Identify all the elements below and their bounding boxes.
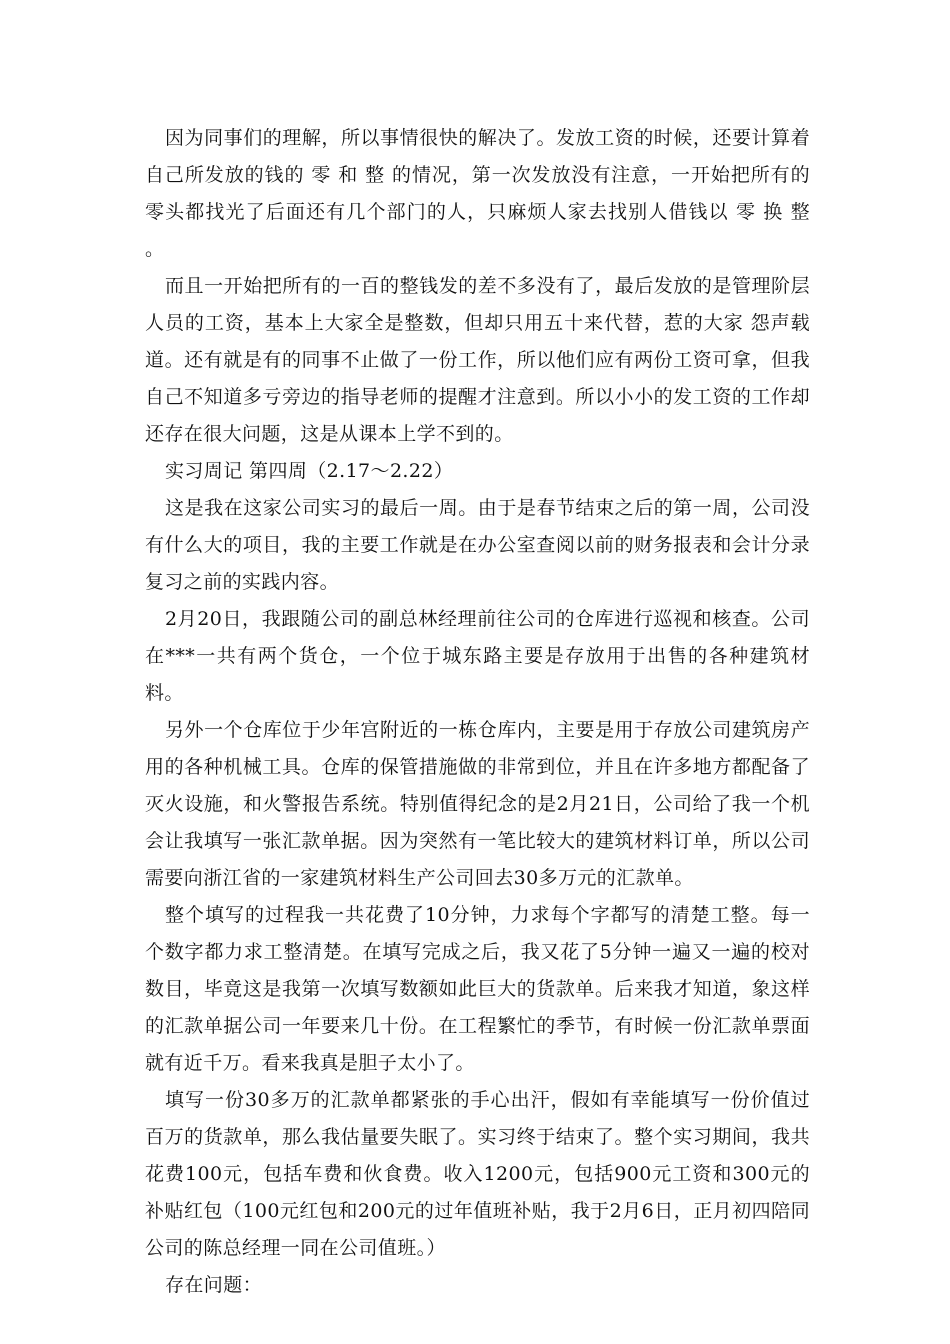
paragraph: 另外一个仓库位于少年宫附近的一栋仓库内，主要是用于存放公司建筑房产用的各种机械工具。仓库的保管措施做的非常到位，并且在许多地方都配备了灭火设施，和火警报告系统。特别值得纪念的是2月21日，公司给了我一个机会让我填写一张汇款单据。因为突然有一笔比较大的建筑材料订单，所以公司需要向浙江省的一家建筑材料生产公司回去30多万元的汇款单。 — [145, 719, 810, 889]
paragraph: 而且一开始把所有的一百的整钱发的差不多没有了，最后发放的是管理阶层人员的工资，基本上大家全是整数，但却只用五十来代替，惹的大家 怨声载道。还有就是有的同事不止做了一份工作，所以他们应有两份工资可拿，但我自己不知道多亏旁边的指导老师的提醒才注意到。所以小小的发工资的工作却还存在很大问题，这是从课本上学不到的。 — [145, 275, 810, 445]
paragraph: 整个填写的过程我一共花费了10分钟，力求每个字都写的清楚工整。每一个数字都力求工整清楚。在填写完成之后，我又花了5分钟一遍又一遍的校对数目，毕竟这是我第一次填写数额如此巨大的货款单。后来我才知道，象这样的汇款单据公司一年要来几十份。在工程繁忙的季节，有时候一份汇款单票面就有近千万。看来我真是胆子太小了。 — [145, 904, 810, 1074]
paragraph: 这是我在这家公司实习的最后一周。由于是春节结束之后的第一周，公司没有什么大的项目，我的主要工作就是在办公室查阅以前的财务报表和会计分录复习之前的实践内容。 — [145, 497, 810, 593]
paragraph: 2月20日，我跟随公司的副总林经理前往公司的仓库进行巡视和核查。公司在***一共有两个货仓，一个位于城东路主要是存放用于出售的各种建筑材料。 — [145, 608, 810, 704]
section-heading: 实习周记 第四周（2.17～2.22） — [165, 460, 454, 482]
document-body — [145, 120, 810, 1304]
paragraph: 因为同事们的理解，所以事情很快的解决了。发放工资的时候，还要计算着自己所发放的钱的 零 和 整 的情况，第一次发放没有注意，一开始把所有的零头都找光了后面还有几个部门的人，只麻烦人家去找别人借钱以 零 换 整 。 — [145, 127, 810, 260]
paragraph: 存在问题： — [165, 1274, 263, 1296]
paragraph: 填写一份30多万的汇款单都紧张的手心出汗，假如有幸能填写一份价值过百万的货款单，那么我估量要失眠了。实习终于结束了。整个实习期间，我共花费100元，包括车费和伙食费。收入1200元，包括900元工资和300元的补贴红包（100元红包和200元的过年值班补贴，我于2月6日，正月初四陪同公司的陈总经理一同在公司值班。） — [145, 1089, 810, 1259]
